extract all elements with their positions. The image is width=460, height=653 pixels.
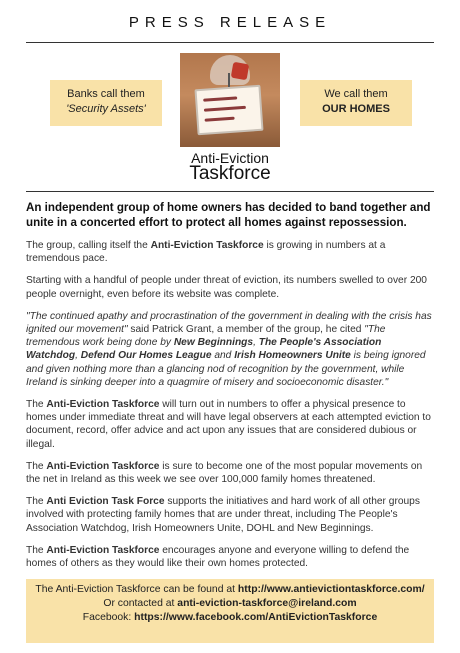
text: The group, calling itself the <box>26 240 151 251</box>
text: is growing in numbers at a tremendous pace. <box>26 240 386 265</box>
text: supports the initiatives and hard work of all other groups involved with protecting family homes that are under threat, including The People's Association Watchdog, Irish Homeowners Unite, DOHL and New Beginnings. <box>26 496 420 534</box>
footer-website-line <box>26 583 434 597</box>
org-name: Anti-Eviction Taskforce <box>150 240 264 251</box>
org-name: Anti-Eviction Taskforce <box>46 460 160 472</box>
org-name: Anti-Eviction Taskforce <box>46 399 160 411</box>
homes-callout-line2: OUR HOMES <box>322 103 390 115</box>
website-link[interactable]: http://www.antievictiontaskforce.com/ <box>237 584 425 595</box>
paragraph-4 <box>26 398 436 451</box>
homes-callout <box>300 80 412 126</box>
text: is sure to become one of the most popular movements on the net in Ireland as this week we see over 100,000 family homes threatened. <box>26 460 423 486</box>
press-release-title: PRESS RELEASE <box>128 14 332 31</box>
paragraph-6 <box>26 495 436 535</box>
org-name: Irish Homeowners Unite <box>234 350 351 362</box>
paragraph-5 <box>26 460 436 486</box>
article-body <box>26 200 436 579</box>
sign-line <box>204 106 246 112</box>
logo-text-line1: Anti-Eviction <box>191 150 269 166</box>
banks-callout <box>50 80 162 126</box>
footer-facebook-line <box>26 611 434 625</box>
quote-text: , <box>253 337 259 349</box>
paragraph-2: Starting with a handful of people under threat of eviction, its numbers swelled to over 200 people overnight, even before its website was complete. <box>26 275 427 300</box>
middle-divider <box>26 191 434 192</box>
text: The <box>26 399 47 411</box>
facebook-link[interactable]: https://www.facebook.com/AntiEvictionTaskforce <box>134 612 378 623</box>
home-sign <box>194 85 263 135</box>
banks-callout-line2: 'Security Assets' <box>66 103 146 115</box>
org-name: New Beginnings <box>173 337 254 349</box>
heart-icon <box>231 62 250 81</box>
paragraph-3-quote <box>26 310 436 389</box>
banks-callout-line1: Banks call them <box>67 88 145 100</box>
sign-line <box>205 117 235 122</box>
text: Facebook: <box>82 612 135 623</box>
text: The <box>26 496 47 508</box>
org-name: Anti Eviction Task Force <box>46 496 165 508</box>
email-link[interactable]: anti-eviction-taskforce@ireland.com <box>177 598 357 609</box>
homes-callout-line1: We call them <box>324 88 388 100</box>
contact-footer <box>26 579 434 643</box>
logo-photo <box>180 53 280 147</box>
org-name: Anti-Eviction Taskforce <box>46 544 160 556</box>
quote-text: is being ignored and given nothing more than a glancing nod of recognition by the government, while Ireland is sinking deeper into a quagmire of misery and socioeconomic disaster." <box>26 350 426 388</box>
text: The Anti-Eviction Taskforce can be found at <box>35 584 238 595</box>
text: encourages anyone and everyone willing to defend the homes of others as they would like their own homes protected. <box>26 544 410 570</box>
org-name: Defend Our Homes League <box>80 350 212 362</box>
quote-text: , <box>75 350 81 362</box>
sign-line <box>203 96 237 101</box>
quote-text: "The continued apathy and procrastination of the government in dealing with the crisis has ignited our movement" <box>26 310 432 336</box>
text: Or contacted at <box>103 598 178 609</box>
quote-text: "The tremendous work being done by <box>26 324 386 349</box>
paragraph-1 <box>26 239 436 265</box>
text: The <box>26 544 47 556</box>
text: will turn out in numbers to offer a physical presence to homes under immediate threat and will have legal observers at each attempted eviction to document, record, offer advice and act upon any issues that are considered dubious or illegal. <box>26 399 431 450</box>
text: The <box>26 460 47 472</box>
quote-text: and <box>211 350 235 362</box>
footer-email-line <box>26 597 434 611</box>
text: said Patrick Grant, a member of the group, he cited <box>127 324 365 336</box>
top-divider <box>26 42 434 43</box>
lead-paragraph: An independent group of home owners has decided to band together and unite in a concerted effort to protect all homes against repossession. <box>26 201 431 229</box>
org-name: The People's Association Watchdog <box>26 337 382 362</box>
logo-text-line2: Taskforce <box>189 163 271 184</box>
paragraph-7 <box>26 544 436 570</box>
